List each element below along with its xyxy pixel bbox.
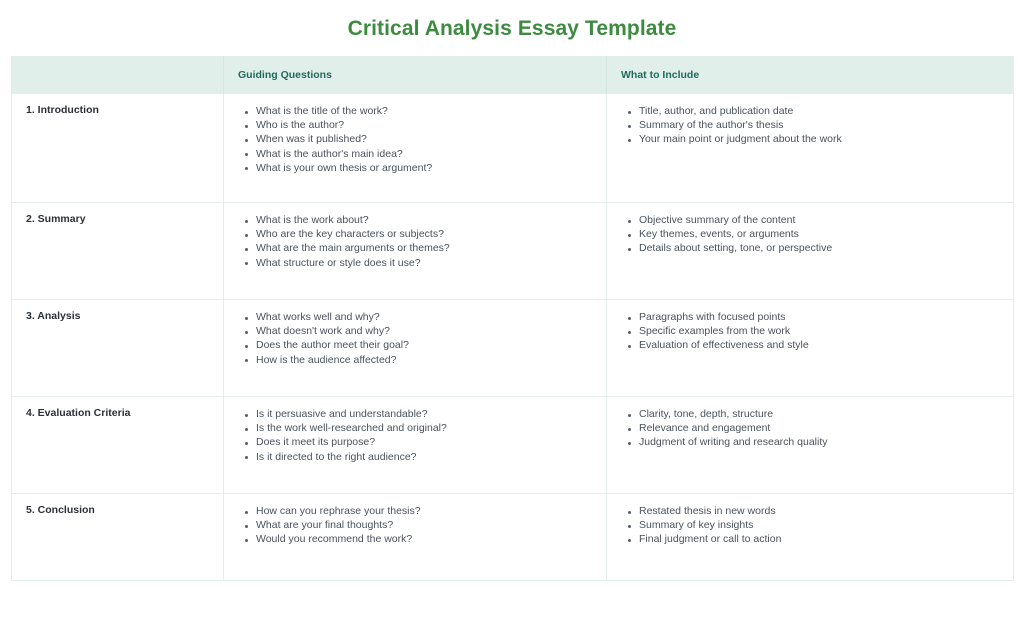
table-row [12, 397, 1014, 494]
list-item: Who are the key characters or subjects? [256, 229, 592, 241]
table-body [12, 94, 1014, 581]
guiding-questions-cell [224, 494, 607, 581]
table-header [12, 57, 1014, 94]
list-item: What is the title of the work? [256, 106, 592, 118]
guiding-questions-cell [224, 300, 607, 397]
section-label: 1. Introduction [12, 94, 224, 203]
list-item: How can you rephrase your thesis? [256, 506, 592, 518]
list-item: Your main point or judgment about the work [639, 134, 999, 146]
list-item: Specific examples from the work [639, 326, 999, 338]
list-item: Relevance and engagement [639, 423, 999, 435]
list-item: Is the work well-researched and original? [256, 423, 592, 435]
list-item: How is the audience affected? [256, 355, 592, 367]
list-item: Evaluation of effectiveness and style [639, 340, 999, 352]
section-label: 5. Conclusion [12, 494, 224, 581]
what-to-include-cell [607, 203, 1014, 300]
list-item: What are your final thoughts? [256, 520, 592, 532]
list-item: What doesn't work and why? [256, 326, 592, 338]
guiding-questions-cell [224, 94, 607, 203]
list-item: Final judgment or call to action [639, 534, 999, 546]
section-label: 3. Analysis [12, 300, 224, 397]
table-row [12, 203, 1014, 300]
list-item: What structure or style does it use? [256, 258, 592, 270]
guiding-questions-cell [224, 397, 607, 494]
section-label: 2. Summary [12, 203, 224, 300]
list-item: Summary of the author's thesis [639, 120, 999, 132]
column-header-guiding-questions: Guiding Questions [224, 57, 607, 94]
table-header-row [12, 57, 1014, 94]
list-item: What is the author's main idea? [256, 149, 592, 161]
what-to-include-list [621, 106, 999, 146]
list-item: Summary of key insights [639, 520, 999, 532]
template-table-container [11, 56, 1013, 581]
column-header-what-to-include: What to Include [607, 57, 1014, 94]
list-item: Key themes, events, or arguments [639, 229, 999, 241]
guiding-questions-list [238, 409, 592, 463]
list-item: Judgment of writing and research quality [639, 437, 999, 449]
section-label: 4. Evaluation Criteria [12, 397, 224, 494]
list-item: When was it published? [256, 134, 592, 146]
what-to-include-list [621, 409, 999, 449]
guiding-questions-list [238, 215, 592, 269]
what-to-include-cell [607, 300, 1014, 397]
list-item: Details about setting, tone, or perspective [639, 243, 999, 255]
page-title: Critical Analysis Essay Template [347, 17, 677, 40]
what-to-include-cell [607, 94, 1014, 203]
table-row [12, 300, 1014, 397]
what-to-include-list [621, 506, 999, 546]
what-to-include-cell [607, 397, 1014, 494]
list-item: Does the author meet their goal? [256, 340, 592, 352]
list-item: Objective summary of the content [639, 215, 999, 227]
column-header-section [12, 57, 224, 94]
list-item: Is it persuasive and understandable? [256, 409, 592, 421]
table-row [12, 94, 1014, 203]
list-item: Restated thesis in new words [639, 506, 999, 518]
list-item: Is it directed to the right audience? [256, 452, 592, 464]
what-to-include-list [621, 312, 999, 352]
critical-analysis-template-table [11, 56, 1014, 581]
list-item: Title, author, and publication date [639, 106, 999, 118]
list-item: What works well and why? [256, 312, 592, 324]
list-item: Who is the author? [256, 120, 592, 132]
list-item: What is your own thesis or argument? [256, 163, 592, 175]
what-to-include-cell [607, 494, 1014, 581]
list-item: What is the work about? [256, 215, 592, 227]
list-item: What are the main arguments or themes? [256, 243, 592, 255]
guiding-questions-list [238, 506, 592, 546]
guiding-questions-list [238, 106, 592, 175]
what-to-include-list [621, 215, 999, 255]
guiding-questions-cell [224, 203, 607, 300]
list-item: Does it meet its purpose? [256, 437, 592, 449]
table-row [12, 494, 1014, 581]
list-item: Would you recommend the work? [256, 534, 592, 546]
list-item: Paragraphs with focused points [639, 312, 999, 324]
list-item: Clarity, tone, depth, structure [639, 409, 999, 421]
guiding-questions-list [238, 312, 592, 366]
